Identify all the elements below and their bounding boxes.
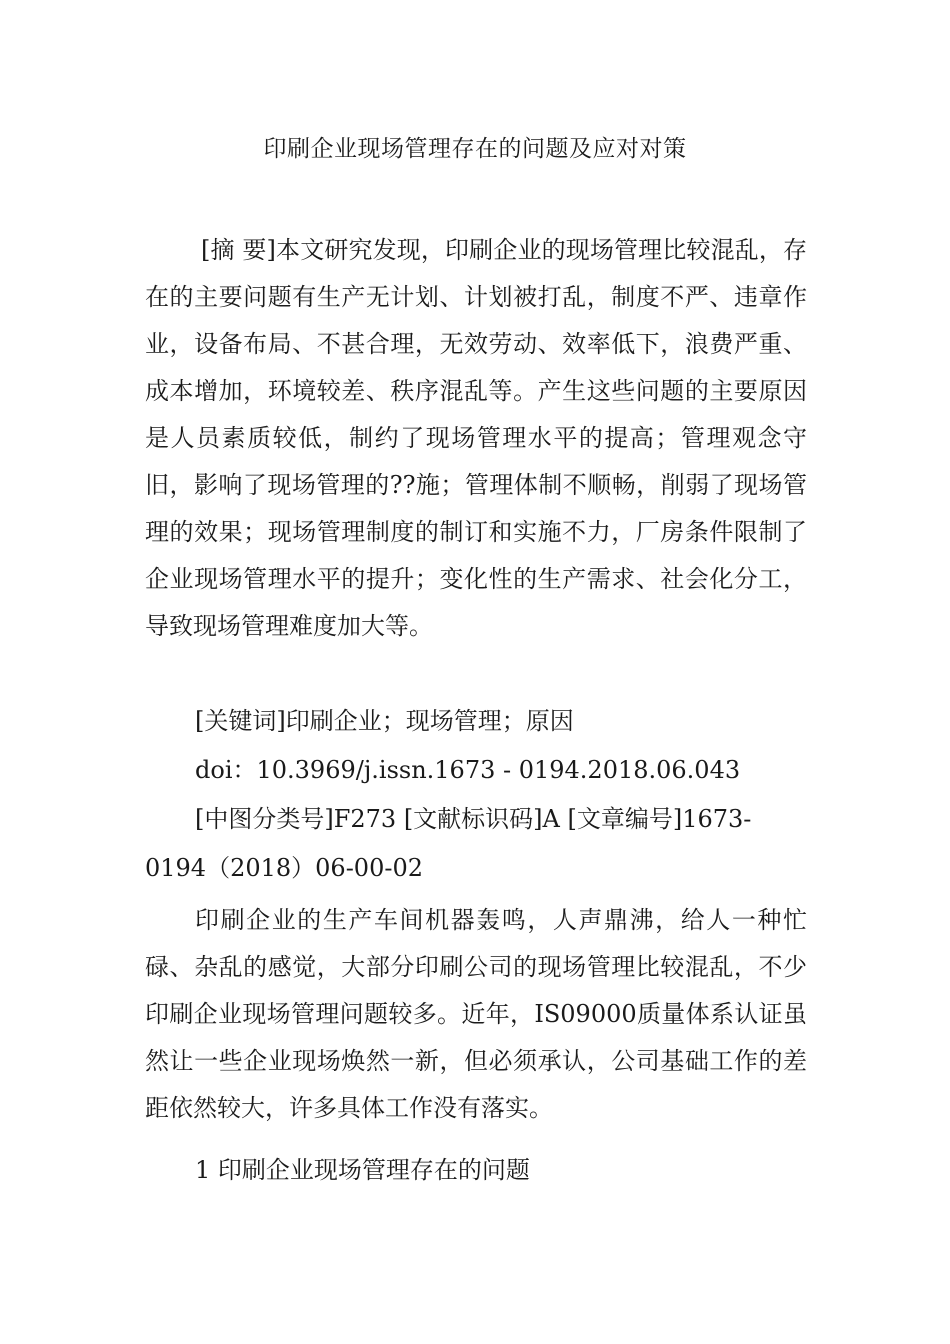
section-heading: 1 印刷企业现场管理存在的问题: [195, 1156, 530, 1184]
keywords-line: [关键词]印刷企业；现场管理；原因: [195, 707, 574, 735]
intro-paragraph: 印刷企业的生产车间机器轰鸣，人声鼎沸，给人一种忙碌、杂乱的感觉，大部分印刷公司的现场管理比较混乱，不少印刷企业现场管理问题较多。近年，IS09000质量体系认证虽然让一些企业现场焕然一新，但必须承认，公司基础工作的差距依然较大，许多具体工作没有落实。: [145, 906, 807, 1122]
classification-line: [中图分类号]F273 [文献标识码]A [文章编号]1673-0194（2018）06-00-02: [145, 805, 752, 882]
document-title: 印刷企业现场管理存在的问题及应对对策: [263, 136, 687, 162]
doi-line: doi：10.3969/j.issn.1673 - 0194.2018.06.043: [195, 756, 741, 784]
abstract-paragraph: [摘 要]本文研究发现，印刷企业的现场管理比较混乱，存在的主要问题有生产无计划、计划被打乱，制度不严、违章作业，设备布局、不甚合理，无效劳动、效率低下，浪费严重、成本增加，环境较差、秩序混乱等。产生这些问题的主要原因是人员素质较低，制约了现场管理水平的提高；管理观念守旧，影响了现场管理的??施；管理体制不顺畅，削弱了现场管理的效果；现场管理制度的制订和实施不力，厂房条件限制了企业现场管理水平的提升；变化性的生产需求、社会化分工，导致现场管理难度加大等。: [145, 236, 807, 640]
metadata-block: [145, 697, 807, 893]
